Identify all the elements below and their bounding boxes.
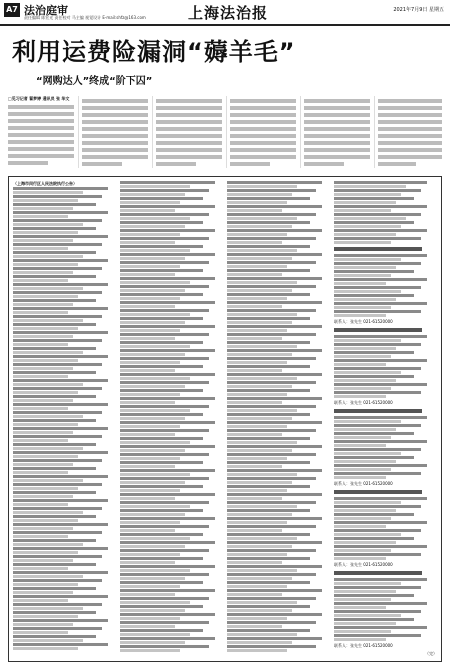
- announcement-entry: [334, 497, 437, 505]
- announcement-entry: [120, 253, 220, 261]
- announcement-entry: [120, 541, 220, 549]
- announcement-entry: [227, 309, 327, 317]
- announcement-entry: [120, 645, 220, 653]
- announcement-entry: [227, 245, 327, 253]
- announcement-entry: [120, 365, 220, 373]
- announcement-entry: [120, 357, 220, 365]
- announcement-entry: [334, 262, 437, 270]
- announcement-entry: [13, 499, 113, 507]
- announcement-entry: [334, 424, 437, 432]
- announcement-entry: [227, 189, 327, 197]
- announcement-entry: [13, 411, 113, 419]
- announcement-entry: [227, 349, 327, 357]
- announcement-entry: [13, 603, 113, 611]
- announcement-entry: [227, 293, 327, 301]
- announcement-entry: [227, 629, 327, 637]
- announcement-entry: [227, 597, 327, 605]
- announcement-entry: [120, 501, 220, 509]
- announcement-entry: [120, 333, 220, 341]
- announcement-entry: [334, 610, 437, 618]
- announcement-entry: [13, 315, 113, 323]
- announcement-entry: [13, 531, 113, 539]
- announcement-entry: [13, 539, 113, 547]
- announcement-entry: [227, 437, 327, 445]
- announcement-entry: [13, 507, 113, 515]
- announcement-entry: [120, 285, 220, 293]
- announcement-entry: [227, 429, 327, 437]
- article-subhead: “网购达人”终成“阶下囚”: [36, 76, 153, 87]
- announcement-section-head: [334, 490, 437, 497]
- announcement-entry: [334, 270, 437, 278]
- announcement-entry: [227, 197, 327, 205]
- announcement-entry: [227, 581, 327, 589]
- announcement-entry: [120, 477, 220, 485]
- announcement-entry: [227, 389, 327, 397]
- announcement-entry: [334, 537, 437, 545]
- announcement-entry: [120, 421, 220, 429]
- announcement-entry: [227, 365, 327, 373]
- announcement-entry: [13, 227, 113, 235]
- announcement-entry: [227, 229, 327, 237]
- announcement-entry: [13, 235, 113, 243]
- announcement-entry: [120, 517, 220, 525]
- announcement-entry: [227, 549, 327, 557]
- announcement-entry: [334, 343, 437, 351]
- announcement-entry: [334, 578, 437, 586]
- announcement-contact: 联系人：张先生 021-61520000: [334, 400, 393, 405]
- announcement-entry: [227, 565, 327, 573]
- announcement-entry: [334, 189, 437, 197]
- page-header: [0, 0, 450, 26]
- announcement-entry: [334, 367, 437, 375]
- announcement-entry: [120, 405, 220, 413]
- announcement-entry: [13, 243, 113, 251]
- announcement-column-4: [334, 181, 437, 657]
- announcement-entry: [227, 621, 327, 629]
- announcement-entry: [334, 586, 437, 594]
- announcement-entry: [227, 285, 327, 293]
- announcement-entry: [227, 605, 327, 613]
- announcement-entry: [227, 333, 327, 341]
- article-byline: □见习记者 翟梦婷 通讯员 张 华文: [8, 96, 70, 101]
- announcement-entry: [120, 469, 220, 477]
- announcement-entry: [120, 189, 220, 197]
- page-number-badge: A7: [4, 3, 20, 17]
- announcement-entry: [13, 459, 113, 467]
- announcement-entry: [334, 375, 437, 383]
- announcement-entry: [227, 453, 327, 461]
- announcement-entry: [120, 557, 220, 565]
- announcement-entry: [334, 286, 437, 294]
- announcement-entry: [120, 221, 220, 229]
- article-column-4: [230, 96, 296, 168]
- announcement-entry: [227, 373, 327, 381]
- announcement-entry: [13, 563, 113, 571]
- announcement-entry: [120, 565, 220, 573]
- announcement-entry: [13, 275, 113, 283]
- announcement-section-head: [334, 409, 437, 416]
- announcement-entry: [13, 323, 113, 331]
- announcement-entry: [120, 429, 220, 437]
- announcement-entry: [13, 483, 113, 491]
- announcement-entry: [227, 221, 327, 229]
- announcement-entry: [13, 379, 113, 387]
- announcement-entry: [120, 461, 220, 469]
- announcement-entry: [120, 213, 220, 221]
- announcement-entry: [13, 443, 113, 451]
- announcement-entry: [334, 302, 437, 310]
- announcement-entry: [227, 325, 327, 333]
- announcement-entry: [120, 381, 220, 389]
- announcement-entry: [334, 521, 437, 529]
- announcement-entry: [227, 557, 327, 565]
- announcement-entry: [334, 181, 437, 189]
- announcement-entry: [120, 597, 220, 605]
- announcement-entry: [227, 237, 327, 245]
- announcement-entry: [13, 211, 113, 219]
- editor-meta: 责任编辑 陈宏光 责任校对 马主编 视觉设计 E-mail:shfz@163.com: [24, 15, 146, 20]
- announcement-entry: [13, 451, 113, 459]
- announcement-entry: [13, 347, 113, 355]
- announcement-entry: [120, 525, 220, 533]
- announcement-signature: （完）: [425, 651, 437, 656]
- announcement-entry: [227, 261, 327, 269]
- announcement-entry: [120, 317, 220, 325]
- announcement-entry: [227, 181, 327, 189]
- announcement-entry: [13, 547, 113, 555]
- article-column-2: [82, 96, 148, 168]
- announcement-entry: [120, 261, 220, 269]
- announcement-entry: [227, 541, 327, 549]
- announcement-entry: [334, 359, 437, 367]
- announcement-entry: [334, 513, 437, 521]
- announcement-entry: [227, 485, 327, 493]
- announcement-entry: [120, 389, 220, 397]
- announcement-entry: [13, 515, 113, 523]
- announcement-entry: [13, 619, 113, 627]
- announcement-entry: [334, 416, 437, 424]
- article-column-1: [8, 96, 74, 168]
- announcement-entry: [120, 613, 220, 621]
- announcement-title: （上海市闵行区人民法院执行公告）: [13, 181, 77, 186]
- announcement-entry: [120, 413, 220, 421]
- announcement-box: [8, 176, 442, 662]
- announcement-entry: [227, 357, 327, 365]
- announcement-entry: [227, 477, 327, 485]
- announcement-entry: [13, 339, 113, 347]
- announcement-entry: [120, 397, 220, 405]
- announcement-entry: [13, 427, 113, 435]
- announcement-entry: [13, 579, 113, 587]
- announcement-entry: [13, 259, 113, 267]
- announcement-entry: [227, 205, 327, 213]
- announcement-entry: [334, 594, 437, 602]
- announcement-entry: [13, 403, 113, 411]
- announcement-entry: [13, 299, 113, 307]
- announcement-entry: [120, 269, 220, 277]
- announcement-entry: [120, 581, 220, 589]
- announcement-entry: [120, 341, 220, 349]
- announcement-entry: [227, 301, 327, 309]
- announcement-entry: [13, 611, 113, 619]
- announcement-entry: [13, 643, 113, 651]
- announcement-column-1: [13, 181, 113, 657]
- announcement-entry: [13, 307, 113, 315]
- announcement-entry: [120, 181, 220, 189]
- announcement-entry: [13, 475, 113, 483]
- announcement-entry: [120, 293, 220, 301]
- announcement-entry: [227, 573, 327, 581]
- announcement-entry: [334, 456, 437, 464]
- announcement-contact: 联系人：张先生 021-61520000: [334, 481, 393, 486]
- announcement-entry: [334, 294, 437, 302]
- announcement-entry: [334, 618, 437, 626]
- masthead-logo: 上海法治报: [188, 4, 269, 22]
- announcement-entry: [120, 637, 220, 645]
- announcement-entry: [13, 195, 113, 203]
- announcement-entry: [120, 277, 220, 285]
- announcement-entry: [13, 355, 113, 363]
- announcement-entry: [227, 589, 327, 597]
- announcement-entry: [227, 405, 327, 413]
- announcement-entry: [227, 341, 327, 349]
- announcement-entry: [334, 278, 437, 286]
- announcement-entry: [13, 571, 113, 579]
- section-title: 法治庭审: [24, 4, 68, 17]
- announcement-entry: [13, 331, 113, 339]
- announcement-entry: [334, 335, 437, 343]
- announcement-entry: [120, 509, 220, 517]
- announcement-entry: [120, 605, 220, 613]
- announcement-contact: 联系人：张先生 021-61520000: [334, 643, 393, 648]
- announcement-contact: 联系人：张先生 021-61520000: [334, 319, 393, 324]
- announcement-entry: [13, 363, 113, 371]
- announcement-entry: [334, 237, 437, 245]
- announcement-entry: [120, 245, 220, 253]
- announcement-entry: [13, 387, 113, 395]
- announcement-entry: [334, 505, 437, 513]
- announcement-entry: [227, 517, 327, 525]
- announcement-entry: [120, 325, 220, 333]
- announcement-entry: [13, 267, 113, 275]
- issue-date: 2021年7月9日 星期五: [393, 7, 444, 13]
- announcement-entry: [334, 472, 437, 480]
- announcement-entry: [334, 545, 437, 553]
- announcement-entry: [120, 237, 220, 245]
- announcement-entry: [120, 309, 220, 317]
- announcement-entry: [227, 253, 327, 261]
- announcement-entry: [120, 349, 220, 357]
- announcement-entry: [227, 269, 327, 277]
- announcement-entry: [227, 525, 327, 533]
- announcement-entry: [120, 589, 220, 597]
- announcement-entry: [334, 553, 437, 561]
- announcement-entry: [334, 213, 437, 221]
- announcement-entry: [120, 533, 220, 541]
- announcement-entry: [13, 291, 113, 299]
- announcement-entry: [334, 464, 437, 472]
- announcement-section-head: [334, 571, 437, 578]
- announcement-entry: [120, 437, 220, 445]
- announcement-entry: [120, 629, 220, 637]
- announcement-entry: [120, 549, 220, 557]
- announcement-entry: [227, 445, 327, 453]
- announcement-entry: [227, 637, 327, 645]
- announcement-entry: [13, 419, 113, 427]
- announcement-entry: [13, 435, 113, 443]
- announcement-entry: [120, 301, 220, 309]
- announcement-entry: [334, 432, 437, 440]
- announcement-entry: [334, 448, 437, 456]
- announcement-entry: [13, 491, 113, 499]
- announcement-entry: [227, 645, 327, 653]
- announcement-entry: [334, 254, 437, 262]
- announcement-entry: [334, 197, 437, 205]
- announcement-entry: [334, 626, 437, 634]
- announcement-entry: [13, 627, 113, 635]
- announcement-section-head: [334, 247, 437, 254]
- announcement-entry: [227, 213, 327, 221]
- announcement-section-head: [334, 328, 437, 335]
- announcement-entry: [334, 229, 437, 237]
- announcement-entry: [120, 485, 220, 493]
- announcement-entry: [120, 197, 220, 205]
- announcement-entry: [334, 351, 437, 359]
- announcement-entry: [13, 467, 113, 475]
- announcement-column-2: [120, 181, 220, 657]
- announcement-entry: [334, 440, 437, 448]
- announcement-entry: [13, 587, 113, 595]
- announcement-entry: [334, 529, 437, 537]
- announcement-entry: [227, 277, 327, 285]
- announcement-entry: [120, 621, 220, 629]
- announcement-entry: [227, 317, 327, 325]
- announcement-entry: [227, 461, 327, 469]
- announcement-entry: [13, 251, 113, 259]
- announcement-entry: [13, 635, 113, 643]
- announcement-entry: [227, 397, 327, 405]
- announcement-entry: [334, 634, 437, 642]
- announcement-entry: [13, 371, 113, 379]
- announcement-entry: [13, 523, 113, 531]
- announcement-entry: [13, 555, 113, 563]
- announcement-entry: [227, 613, 327, 621]
- announcement-contact: 联系人：张先生 021-61520000: [334, 562, 393, 567]
- announcement-entry: [120, 493, 220, 501]
- article-headline: 利用运费险漏洞“薅羊毛”: [12, 38, 296, 66]
- announcement-entry: [227, 509, 327, 517]
- announcement-entry: [334, 221, 437, 229]
- announcement-entry: [227, 413, 327, 421]
- announcement-entry: [227, 501, 327, 509]
- announcement-entry: [13, 395, 113, 403]
- announcement-entry: [227, 469, 327, 477]
- announcement-entry: [334, 205, 437, 213]
- article-column-3: [156, 96, 222, 168]
- announcement-entry: [13, 187, 113, 195]
- announcement-entry: [120, 453, 220, 461]
- announcement-entry: [120, 205, 220, 213]
- announcement-entry: [120, 229, 220, 237]
- announcement-entry: [13, 595, 113, 603]
- announcement-entry: [227, 493, 327, 501]
- announcement-entry: [334, 391, 437, 399]
- announcement-entry: [227, 533, 327, 541]
- article-column-6: [378, 96, 442, 168]
- announcement-entry: [13, 283, 113, 291]
- announcement-entry: [334, 602, 437, 610]
- announcement-entry: [120, 445, 220, 453]
- announcement-entry: [120, 573, 220, 581]
- announcement-entry: [227, 381, 327, 389]
- announcement-entry: [120, 373, 220, 381]
- announcement-entry: [13, 203, 113, 211]
- announcement-entry: [334, 310, 437, 318]
- announcement-entry: [334, 383, 437, 391]
- announcement-entry: [13, 219, 113, 227]
- article-column-5: [304, 96, 370, 168]
- announcement-column-3: [227, 181, 327, 657]
- announcement-entry: [227, 421, 327, 429]
